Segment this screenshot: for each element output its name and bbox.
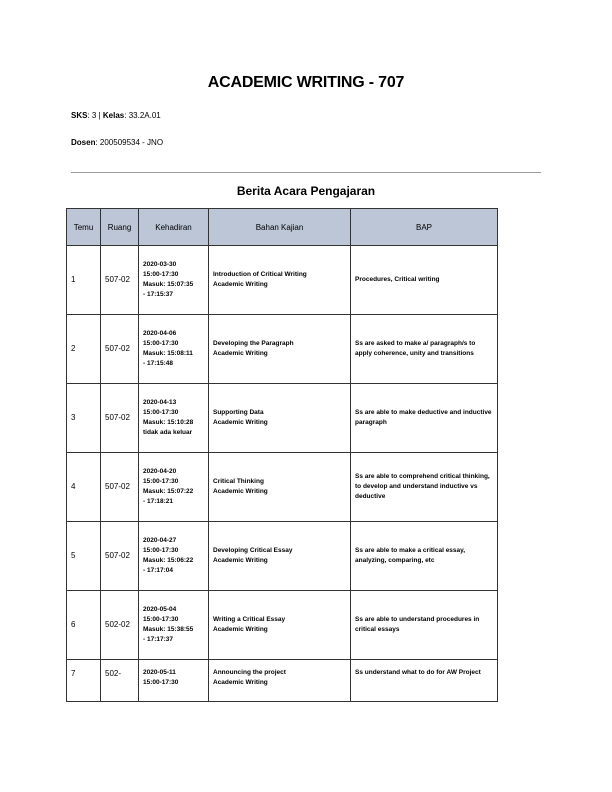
kehadiran-line: - 17:17:37 [143, 636, 173, 644]
cell-temu: 4 [67, 453, 101, 522]
bahan-line: Developing the Paragraph [213, 339, 294, 347]
cell-kehadiran [139, 660, 209, 702]
lecturer-meta: Dosen: 200509534 - JNO [71, 138, 164, 147]
table-row [67, 315, 498, 384]
section-title: Berita Acara Pengajaran [236, 184, 376, 198]
cell-bahan-kajian [209, 246, 351, 315]
kehadiran-line: Masuk: 15:38:55 [143, 626, 194, 633]
kehadiran-line: 15:00-17:30 [143, 679, 179, 687]
cell-kehadiran [139, 522, 209, 591]
cell-bap: Ss are able to comprehend critical thinking, to develop and understand inductive vs deductive [351, 453, 498, 522]
bahan-line: Academic Writing [213, 679, 268, 687]
kehadiran-line: 15:00-17:30 [143, 270, 179, 278]
cell-temu: 2 [67, 315, 101, 384]
cell-kehadiran [139, 315, 209, 384]
cell-bahan-kajian [209, 315, 351, 384]
cell-ruang: 507-02 [101, 246, 139, 315]
cell-bahan-kajian [209, 660, 351, 702]
table-row [67, 246, 498, 315]
table-row [67, 660, 498, 702]
header-bahan-kajian: Bahan Kajian [209, 209, 351, 246]
cell-bap: Ss are able to make a critical essay, analyzing, comparing, etc [351, 522, 498, 591]
kehadiran-line: 15:00-17:30 [143, 408, 179, 416]
kehadiran-line: 15:00-17:30 [143, 477, 179, 485]
cell-kehadiran [139, 384, 209, 453]
kehadiran-line: Masuk: 15:10:28 [143, 419, 194, 426]
cell-kehadiran [139, 246, 209, 315]
bahan-line: Supporting Data [213, 408, 264, 416]
course-meta: SKS: 3 | Kelas: 33.2A.01 [71, 111, 161, 120]
bahan-line: Academic Writing [213, 281, 268, 288]
cell-ruang: 507-02 [101, 522, 139, 591]
cell-ruang: 502-02 [101, 591, 139, 660]
kehadiran-line: Masuk: 15:08:11 [143, 350, 193, 357]
kehadiran-line: 2020-05-04 [143, 605, 177, 613]
bahan-line: Academic Writing [213, 488, 268, 495]
bahan-line: Academic Writing [213, 557, 268, 564]
cell-temu: 1 [67, 246, 101, 315]
table-row [67, 522, 498, 591]
dosen-value: 200509534 - JNO [99, 138, 164, 147]
cell-bahan-kajian [209, 384, 351, 453]
cell-bahan-kajian [209, 522, 351, 591]
teaching-log-table [66, 208, 498, 702]
cell-ruang: 507-02 [101, 453, 139, 522]
kelas-value: 33.2A.01 [128, 111, 161, 120]
cell-bahan-kajian [209, 453, 351, 522]
kehadiran-line: Masuk: 15:06:22 [143, 557, 194, 564]
kehadiran-line: 2020-05-11 [143, 669, 176, 676]
cell-kehadiran [139, 453, 209, 522]
table-row [67, 453, 498, 522]
header-bap: BAP [351, 209, 498, 246]
kehadiran-line: 15:00-17:30 [143, 615, 179, 623]
kehadiran-line: 2020-04-06 [143, 329, 177, 337]
kehadiran-line: Masuk: 15:07:22 [143, 488, 194, 495]
bahan-line: Critical Thinking [213, 477, 264, 485]
cell-temu: 7 [67, 660, 101, 702]
sks-label: SKS [71, 111, 88, 120]
sks-value: 3 [91, 111, 97, 120]
kehadiran-line: - 17:15:48 [143, 360, 173, 368]
page-title: ACADEMIC WRITING - 707 [207, 74, 405, 91]
cell-bap: Ss are able to understand procedures in critical essays [351, 591, 498, 660]
header-ruang: Ruang [101, 209, 139, 246]
kehadiran-line: 15:00-17:30 [143, 546, 179, 554]
dosen-label: Dosen [71, 138, 96, 147]
cell-bap: Ss are able to make deductive and inductive paragraph [351, 384, 498, 453]
cell-temu: 5 [67, 522, 101, 591]
bahan-line: Introduction of Critical Writing [213, 270, 307, 278]
bahan-line: Academic Writing [213, 626, 268, 633]
bahan-line: Developing Critical Essay [213, 546, 293, 554]
kelas-label: Kelas [102, 111, 125, 120]
kehadiran-line: 15:00-17:30 [143, 339, 179, 347]
table-row [67, 384, 498, 453]
kehadiran-line: - 17:15:37 [143, 291, 173, 299]
cell-bahan-kajian [209, 591, 351, 660]
cell-kehadiran [139, 591, 209, 660]
cell-bap: Ss understand what to do for AW Project [351, 660, 498, 702]
kehadiran-line: tidak ada keluar [143, 429, 193, 437]
header-kehadiran: Kehadiran [139, 209, 209, 246]
cell-ruang: 507-02 [101, 384, 139, 453]
bahan-line: Announcing the project [213, 669, 286, 676]
bahan-line: Academic Writing [213, 419, 268, 426]
kehadiran-line: 2020-03-30 [143, 260, 177, 268]
divider [71, 172, 541, 173]
kehadiran-line: - 17:18:21 [143, 498, 173, 506]
kehadiran-line: Masuk: 15:07:35 [143, 281, 194, 288]
header-temu: Temu [67, 209, 101, 246]
cell-bap: Procedures, Critical writing [351, 246, 498, 315]
kehadiran-line: 2020-04-20 [143, 467, 177, 475]
table-row [67, 591, 498, 660]
cell-bap: Ss are asked to make a/ paragraph/s to apply coherence, unity and transitions [351, 315, 498, 384]
cell-ruang: 507-02 [101, 315, 139, 384]
kehadiran-line: 2020-04-13 [143, 398, 177, 406]
bahan-line: Writing a Critical Essay [213, 615, 286, 623]
bahan-line: Academic Writing [213, 350, 268, 357]
kehadiran-line: - 17:17:04 [143, 567, 173, 575]
table-header-row [67, 209, 498, 246]
kehadiran-line: 2020-04-27 [143, 536, 177, 544]
cell-temu: 3 [67, 384, 101, 453]
cell-ruang: 502- [101, 660, 139, 702]
cell-temu: 6 [67, 591, 101, 660]
